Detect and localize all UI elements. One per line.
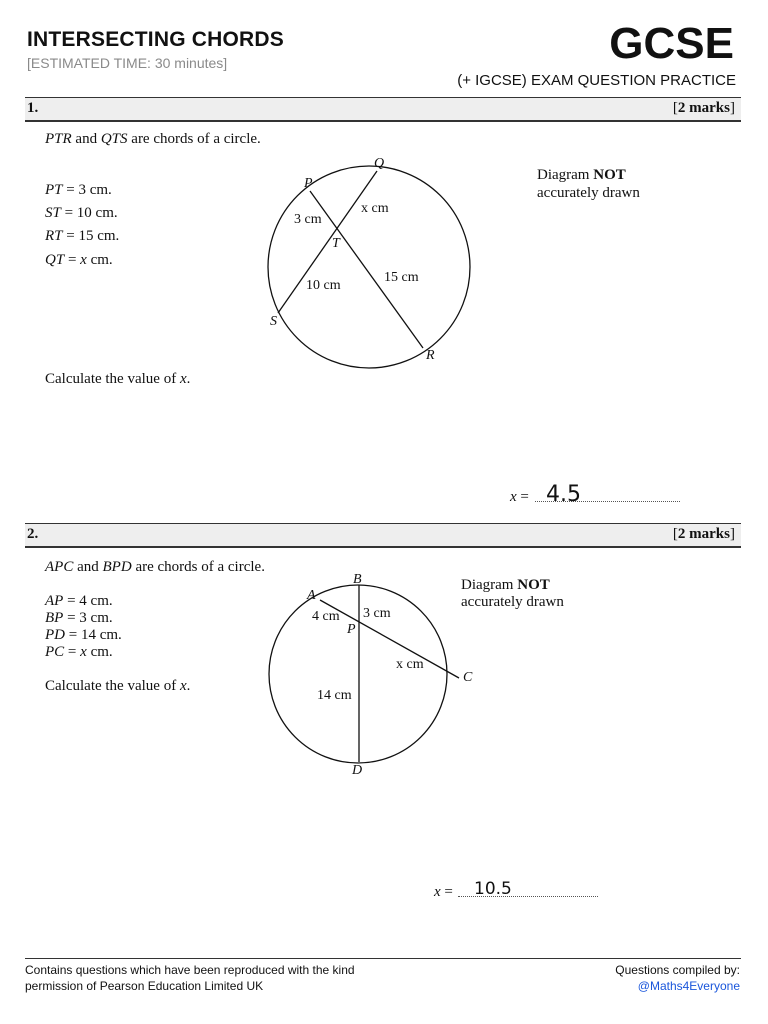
question-1-header xyxy=(25,97,741,122)
label-d: D xyxy=(352,763,363,778)
question-2-intro: APC and BPD are chords of a circle. xyxy=(45,559,265,575)
given-pt: PT = 3 cm. xyxy=(45,182,112,198)
answer-2-handwritten: 10.5 xyxy=(474,879,512,899)
footer-divider xyxy=(25,958,741,959)
given-ap: AP = 4 cm. xyxy=(45,593,113,609)
diagram-note-line1: Diagram NOT xyxy=(461,577,550,593)
given-pd: PD = 14 cm. xyxy=(45,627,122,643)
label-pt-length: 3 cm xyxy=(294,212,322,227)
label-r: R xyxy=(426,348,435,363)
worksheet-title: INTERSECTING CHORDS xyxy=(27,28,284,51)
label-qt-length: x cm xyxy=(361,201,389,216)
diagram-note-line1: Diagram NOT xyxy=(537,167,626,183)
given-rt: RT = 15 cm. xyxy=(45,228,120,244)
answer-2-label: x = xyxy=(434,884,453,900)
label-ap-length: 4 cm xyxy=(312,609,340,624)
circle-diagram-2 xyxy=(265,565,485,785)
footer-handle-link[interactable]: @Maths4Everyone xyxy=(637,979,740,993)
circle xyxy=(268,166,470,368)
question-2-header xyxy=(25,523,741,548)
question-number: 1. xyxy=(27,100,39,116)
label-pd-length: 14 cm xyxy=(317,688,352,703)
label-rt-length: 15 cm xyxy=(384,270,419,285)
label-b: B xyxy=(353,572,362,587)
question-1-intro: PTR and QTS are chords of a circle. xyxy=(45,131,261,147)
label-st-length: 10 cm xyxy=(306,278,341,293)
worksheet-subtitle: (+ IGCSE) EXAM QUESTION PRACTICE xyxy=(457,72,736,89)
label-bp-length: 3 cm xyxy=(363,606,391,621)
footer-credit xyxy=(615,962,740,994)
given-st: ST = 10 cm. xyxy=(45,205,118,221)
footer-permission: Contains questions which have been reproduced with the kind permission of Pearson Education Limited UK xyxy=(25,963,355,993)
given-bp: BP = 3 cm. xyxy=(45,610,113,626)
circle-diagram-1 xyxy=(250,150,490,375)
given-qt: QT = x cm. xyxy=(45,252,113,268)
question-2-prompt: Calculate the value of x. xyxy=(45,678,191,694)
circle xyxy=(269,585,447,763)
given-pc: PC = x cm. xyxy=(45,644,113,660)
label-pc-length: x cm xyxy=(396,657,424,672)
answer-1-label: x = xyxy=(510,489,529,505)
label-t: T xyxy=(332,236,340,251)
question-marks: [2 marks] xyxy=(672,100,735,116)
estimated-time: [ESTIMATED TIME: 30 minutes] xyxy=(27,55,228,71)
label-p: P xyxy=(347,622,356,637)
diagram-note-line2: accurately drawn xyxy=(461,594,564,610)
footer-credit-label: Questions compiled by: xyxy=(615,963,740,977)
question-number: 2. xyxy=(27,526,39,542)
label-p: P xyxy=(304,176,313,191)
question-marks: [2 marks] xyxy=(672,526,735,542)
answer-1-handwritten: 4.5 xyxy=(546,482,581,507)
label-s: S xyxy=(270,314,277,329)
label-c: C xyxy=(463,670,473,685)
question-1-prompt: Calculate the value of x. xyxy=(45,371,191,387)
gcse-brand: GCSE xyxy=(609,19,734,68)
label-q: Q xyxy=(374,156,385,171)
diagram-note-line2: accurately drawn xyxy=(537,185,640,201)
label-a: A xyxy=(307,588,316,603)
